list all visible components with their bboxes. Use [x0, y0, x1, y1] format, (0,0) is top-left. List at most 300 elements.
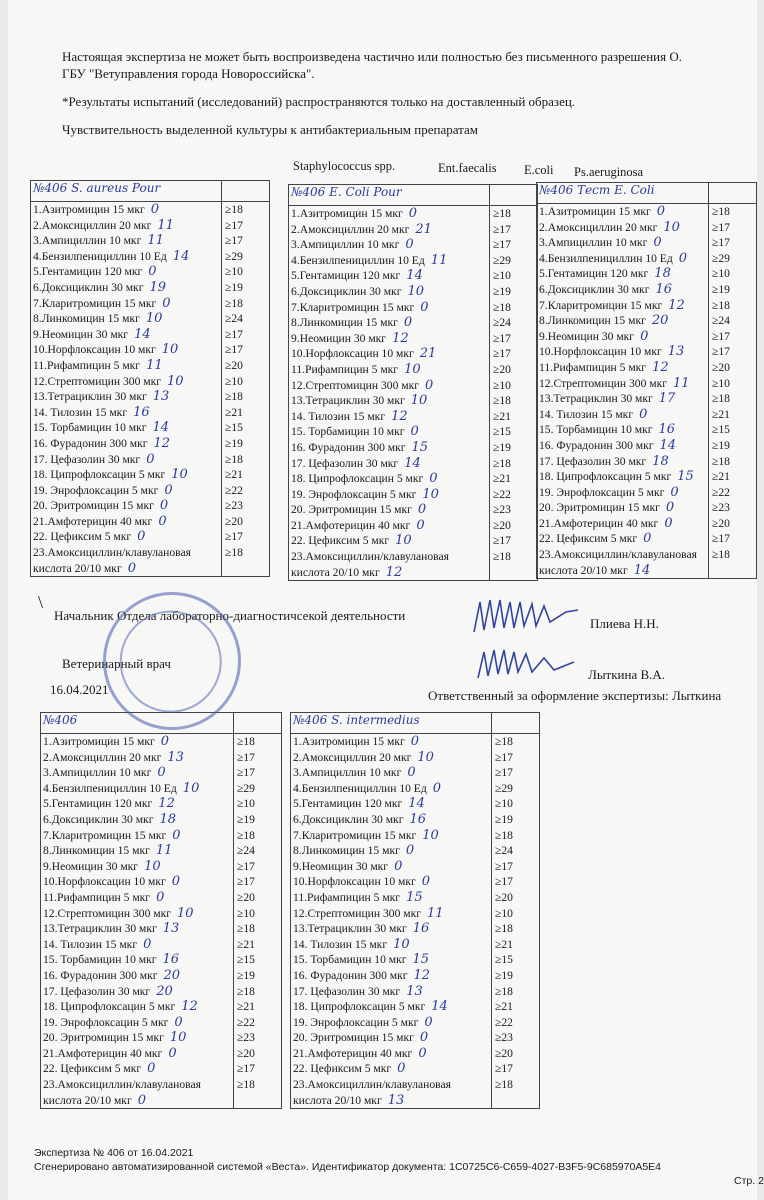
norm-value: ≥18	[237, 922, 255, 936]
drug-name: 21.Амфотерицин 40 мкг	[291, 518, 411, 532]
norm-column	[490, 206, 538, 581]
inhibition-zone-value: 0	[137, 1092, 146, 1108]
inhibition-zone-value: 0	[421, 874, 431, 890]
norm-value: ≥17	[712, 532, 730, 546]
responsible-line: Ответственный за оформление экспертизы: Лыткина	[428, 688, 722, 703]
drug-name: 18. Ципрофлоксацин 5 мкг	[43, 1000, 176, 1014]
norm-value: ≥29	[225, 249, 243, 263]
drug-name: 18. Ципрофлоксацин 5 мкг	[33, 468, 166, 482]
inhibition-zone-value: 0	[419, 1030, 429, 1046]
drug-name: 3.Ампициллин 10 мкг	[33, 234, 142, 248]
culture-header-staphylococcus: Staphylococcus spp.	[293, 159, 396, 173]
copyright-notice: Настоящая экспертиза не может быть воспроизведена частично или полностью без письменного разрешения О.	[62, 49, 682, 64]
drug-line	[43, 1046, 233, 1062]
drug-name: 3.Ампициллин 10 мкг	[43, 766, 152, 780]
drug-line	[43, 750, 233, 766]
norm-value: ≥20	[237, 890, 255, 904]
inhibition-zone-value: 16	[133, 404, 150, 420]
inhibition-zone-value: 0	[143, 936, 152, 952]
norm-value: ≥20	[712, 516, 730, 530]
inhibition-zone-value: 10	[169, 1030, 187, 1046]
norm-value: ≥23	[237, 1031, 255, 1045]
head-signature	[470, 592, 582, 640]
drug-line	[43, 1030, 233, 1046]
inhibition-zone-value: 11	[430, 252, 448, 268]
inhibition-zone-value: 12	[158, 796, 175, 812]
inhibition-zone-value: 0	[174, 1014, 183, 1030]
drug-name: 5.Гентамицин 120 мкг	[293, 797, 403, 811]
inhibition-zone-value: 16	[412, 921, 430, 937]
drug-line	[43, 890, 233, 906]
inhibition-zone-value: 11	[672, 375, 690, 391]
inhibition-zone-value: 0	[656, 204, 665, 219]
inhibition-zone-value: 13	[162, 921, 180, 937]
drug-line	[43, 1015, 233, 1031]
drug-line	[293, 937, 491, 953]
drug-line	[539, 313, 708, 329]
vet-title: Ветеринарный врач	[62, 656, 171, 671]
inhibition-zone-value: 18	[654, 266, 671, 282]
norm-value: ≥21	[493, 472, 511, 486]
drug-line	[293, 734, 491, 750]
inhibition-zone-value: 14	[404, 455, 421, 471]
inhibition-zone-value: 12	[391, 408, 408, 424]
inhibition-zone-value: 0	[429, 471, 438, 487]
drug-name: 20. Эритромицин 15 мкг	[291, 503, 412, 517]
drug-line	[33, 420, 221, 436]
drug-line	[33, 545, 221, 576]
norm-column	[222, 202, 270, 577]
norm-value: ≥18	[495, 922, 513, 936]
norm-value: ≥23	[712, 501, 730, 515]
table-row	[41, 734, 282, 1109]
drug-line	[291, 346, 489, 362]
norm-value: ≥18	[495, 828, 513, 842]
norm-value: ≥19	[712, 438, 730, 452]
drug-name: 10.Норфлоксацин 10 мкг	[43, 875, 166, 889]
inhibition-zone-value: 0	[670, 484, 679, 500]
norm-value: ≥17	[712, 329, 730, 343]
norm-value: ≥10	[225, 265, 243, 279]
inhibition-zone-value: 0	[156, 889, 165, 905]
norm-value: ≥17	[237, 875, 255, 889]
sample-label: №406 S. aureus Pour	[31, 181, 222, 202]
table-row	[291, 734, 540, 1109]
inhibition-zone-value: 0	[678, 250, 688, 266]
drug-name: 1.Азитромицин 15 мкг	[43, 735, 155, 748]
drug-name: 21.Амфотерицин 40 мкг	[293, 1046, 413, 1060]
inhibition-zone-value: 0	[150, 202, 159, 217]
norm-value: ≥17	[225, 218, 243, 232]
drug-name: 5.Гентамицин 120 мкг	[43, 797, 153, 811]
drug-line	[291, 549, 489, 580]
norm-value: ≥29	[493, 253, 511, 267]
drug-line	[291, 533, 489, 549]
inhibition-zone-value: 17	[658, 391, 676, 407]
drug-name: 10.Норфлоксацин 10 мкг	[291, 347, 414, 361]
drug-name: 7.Кларитромицин 15 мкг	[43, 828, 167, 842]
inhibition-zone-value: 16	[658, 422, 676, 438]
drug-name: 2.Амоксициллин 20 мкг	[33, 218, 152, 232]
norm-value: ≥22	[495, 1015, 513, 1029]
norm-value: ≥18	[237, 735, 255, 748]
susceptibility-table-2	[288, 184, 538, 581]
norm-header	[709, 183, 757, 204]
inhibition-zone-value: 0	[168, 1045, 177, 1061]
drug-name: 13.Тетрациклин 30 мкг	[33, 390, 147, 404]
norm-value: ≥17	[493, 331, 511, 345]
inhibition-zone-value: 11	[155, 843, 173, 859]
norm-value: ≥17	[495, 875, 513, 889]
norm-value: ≥15	[493, 425, 511, 439]
drug-name: 9.Неомицин 30 мкг	[43, 859, 139, 873]
inhibition-zone-value: 0	[127, 560, 136, 576]
drug-name: 20. Эритромицин 15 мкг	[43, 1031, 164, 1045]
drug-name: 23.Амоксициллин/клавулановая кислота 20/10 мкг	[33, 546, 191, 575]
results-note: *Результаты испытаний (исследований) распространяются только на доставленный образец.	[62, 94, 576, 109]
norm-value: ≥20	[495, 1046, 513, 1060]
inhibition-zone-value: 0	[643, 531, 652, 547]
inhibition-zone-value: 10	[417, 749, 434, 765]
norm-value: ≥20	[493, 362, 511, 376]
norm-value: ≥18	[225, 203, 243, 216]
drug-name: 14. Тилозин 15 мкг	[291, 409, 386, 423]
inhibition-zone-value: 13	[387, 1092, 405, 1108]
drug-name: 4.Бензилпенициллин 10 Ед	[291, 253, 425, 267]
drug-name: 8.Линкомицин 15 мкг	[293, 844, 400, 858]
inhibition-zone-value: 10	[407, 283, 424, 299]
norm-value: ≥21	[225, 468, 243, 482]
drug-name: 14. Тилозин 15 мкг	[33, 405, 128, 419]
inhibition-zone-value: 10	[393, 936, 410, 952]
norm-value: ≥19	[495, 968, 513, 982]
drug-name: 16. Фурадонин 300 мкг	[539, 438, 654, 452]
drug-line	[43, 874, 233, 890]
inhibition-zone-value: 10	[176, 905, 194, 921]
inhibition-zone-value: 15	[412, 952, 430, 968]
sample-label: №406 S. intermedius	[291, 713, 492, 734]
drug-line	[33, 452, 221, 468]
drug-line	[291, 315, 489, 331]
norm-value: ≥18	[225, 390, 243, 404]
drug-name: 15. Торбамицин 10 мкг	[539, 423, 653, 437]
drug-line	[33, 467, 221, 483]
inhibition-zone-value: 16	[162, 952, 180, 968]
drug-name: 11.Рифампицин 5 мкг	[539, 360, 647, 374]
drug-name: 18. Ципрофлоксацин 5 мкг	[291, 472, 424, 486]
drug-line	[539, 547, 708, 578]
drug-line	[291, 284, 489, 300]
drug-line	[43, 999, 233, 1015]
inhibition-zone-value: 0	[408, 206, 417, 221]
drug-line	[293, 781, 491, 797]
drug-line	[539, 251, 708, 267]
drug-name: 10.Норфлоксацин 10 мкг	[539, 345, 662, 359]
drug-name: 19. Энрофлоксацин 5 мкг	[291, 487, 417, 501]
inhibition-zone-value: 0	[394, 858, 403, 874]
norm-value: ≥29	[237, 781, 255, 795]
drug-name: 22. Цефиксим 5 мкг	[539, 532, 638, 546]
drug-line	[539, 516, 708, 532]
inhibition-zone-value: 12	[385, 564, 403, 580]
inhibition-zone-value: 10	[182, 780, 200, 796]
drug-column	[291, 734, 492, 1109]
norm-value: ≥21	[225, 405, 243, 419]
norm-value: ≥10	[493, 378, 511, 392]
drug-line	[539, 438, 708, 454]
drug-line	[43, 765, 233, 781]
inhibition-zone-value: 12	[153, 435, 171, 451]
norm-value: ≥17	[493, 347, 511, 361]
norm-value: ≥20	[225, 358, 243, 372]
norm-value: ≥18	[493, 550, 511, 564]
drug-line	[291, 268, 489, 284]
norm-value: ≥24	[493, 316, 511, 330]
drug-name: 11.Рифампицин 5 мкг	[291, 362, 399, 376]
drug-name: 10.Норфлоксацин 10 мкг	[293, 875, 416, 889]
drug-line	[33, 358, 221, 374]
drug-line	[539, 531, 708, 547]
inhibition-zone-value: 0	[418, 1045, 427, 1061]
inhibition-zone-value: 0	[417, 502, 427, 518]
norm-value: ≥24	[712, 314, 730, 328]
inhibition-zone-value: 0	[410, 734, 419, 749]
norm-value: ≥10	[495, 797, 513, 811]
drug-name: 6.Доксициклин 30 мкг	[33, 280, 144, 294]
inhibition-zone-value: 13	[152, 389, 170, 405]
inhibition-zone-value: 14	[659, 437, 677, 453]
drug-line	[33, 342, 221, 358]
drug-line	[293, 999, 491, 1015]
inhibition-zone-value: 10	[144, 858, 161, 874]
drug-line	[33, 218, 221, 234]
drug-line	[293, 921, 491, 937]
norm-value: ≥21	[495, 937, 513, 951]
drug-line	[293, 750, 491, 766]
drug-name: 9.Неомицин 30 мкг	[33, 327, 129, 341]
norm-value: ≥18	[712, 298, 730, 312]
drug-name: 1.Азитромицин 15 мкг	[293, 735, 405, 748]
inhibition-zone-value: 0	[405, 843, 415, 859]
drug-line	[293, 968, 491, 984]
drug-name: 14. Тилозин 15 мкг	[293, 937, 388, 951]
drug-line	[291, 253, 489, 269]
inhibition-zone-value: 12	[392, 330, 409, 346]
norm-header	[492, 713, 540, 734]
drug-name: 19. Энрофлоксацин 5 мкг	[539, 485, 665, 499]
inhibition-zone-value: 0	[424, 377, 434, 393]
inhibition-zone-value: 14	[633, 562, 651, 578]
norm-value: ≥22	[237, 1015, 255, 1029]
drug-line	[33, 327, 221, 343]
drug-name: 18. Ципрофлоксацин 5 мкг	[539, 470, 672, 484]
drug-line	[539, 376, 708, 392]
vet-name: Лыткина В.А.	[588, 667, 666, 682]
drug-name: 17. Цефазолин 30 мкг	[43, 984, 151, 998]
norm-value: ≥17	[225, 530, 243, 544]
drug-name: 17. Цефазолин 30 мкг	[293, 984, 401, 998]
norm-value: ≥10	[237, 797, 255, 811]
inhibition-zone-value: 0	[171, 874, 181, 890]
drug-line	[33, 498, 221, 514]
norm-value: ≥17	[237, 859, 255, 873]
drug-line	[291, 237, 489, 253]
norm-value: ≥21	[495, 1000, 513, 1014]
drug-name: 11.Рифампицин 5 мкг	[33, 358, 141, 372]
drug-line	[43, 843, 233, 859]
drug-name: 17. Цефазолин 30 мкг	[291, 456, 399, 470]
drug-line	[539, 204, 708, 220]
drug-line	[293, 1077, 491, 1108]
inhibition-zone-value: 0	[420, 299, 429, 315]
drug-name: 5.Гентамицин 120 мкг	[539, 267, 649, 281]
drug-name: 2.Амоксициллин 20 мкг	[293, 750, 412, 764]
drug-line	[539, 360, 708, 376]
norm-value: ≥24	[225, 312, 243, 326]
inhibition-zone-value: 18	[652, 453, 669, 469]
inhibition-zone-value: 0	[172, 827, 181, 843]
drug-name: 12.Стрептомицин 300 мкг	[293, 906, 421, 920]
norm-value: ≥19	[493, 440, 511, 454]
table-header-row	[289, 185, 538, 206]
drug-line	[293, 874, 491, 890]
drug-line	[43, 921, 233, 937]
drug-line	[539, 266, 708, 282]
drug-line	[293, 952, 491, 968]
inhibition-zone-value: 14	[172, 248, 190, 264]
drug-name: 13.Тетрациклин 30 мкг	[539, 392, 653, 406]
inhibition-zone-value: 11	[426, 905, 444, 921]
drug-name: 1.Азитромицин 15 мкг	[539, 205, 651, 218]
page-number: Стр. 2	[734, 1175, 764, 1187]
drug-line	[291, 362, 489, 378]
drug-line	[33, 483, 221, 499]
drug-line	[33, 311, 221, 327]
drug-name: 6.Доксициклин 30 мкг	[539, 282, 650, 296]
norm-value: ≥23	[493, 503, 511, 517]
drug-line	[33, 249, 221, 265]
drug-name: 20. Эритромицин 15 мкг	[33, 499, 154, 513]
drug-name: 9.Неомицин 30 мкг	[539, 329, 635, 343]
drug-name: 12.Стрептомицин 300 мкг	[291, 378, 419, 392]
norm-value: ≥18	[493, 456, 511, 470]
drug-line	[293, 1030, 491, 1046]
drug-line	[539, 469, 708, 485]
drug-line	[291, 518, 489, 534]
inhibition-zone-value: 11	[146, 357, 163, 373]
drug-line	[291, 440, 489, 456]
drug-name: 19. Энрофлоксацин 5 мкг	[293, 1015, 419, 1029]
drug-name: 18. Ципрофлоксацин 5 мкг	[293, 1000, 426, 1014]
drug-name: 21.Амфотерицин 40 мкг	[33, 514, 153, 528]
norm-value: ≥21	[237, 937, 255, 951]
inhibition-zone-value: 14	[406, 268, 423, 284]
drug-name: 16. Фурадонин 300 мкг	[33, 436, 148, 450]
drug-column	[31, 202, 222, 577]
norm-value: ≥22	[712, 485, 730, 499]
drug-name: 13.Тетрациклин 30 мкг	[293, 922, 407, 936]
norm-value: ≥17	[712, 220, 730, 234]
drug-name: 19. Энрофлоксацин 5 мкг	[33, 483, 159, 497]
drug-name: 15. Торбамицин 10 мкг	[43, 953, 157, 967]
drug-line	[293, 1015, 491, 1031]
drug-line	[291, 393, 489, 409]
inhibition-zone-value: 12	[413, 967, 431, 983]
drug-name: 9.Неомицин 30 мкг	[291, 331, 387, 345]
table-header-row	[31, 181, 270, 202]
drug-name: 22. Цефиксим 5 мкг	[33, 530, 132, 544]
inhibition-zone-value: 12	[652, 359, 669, 375]
norm-value: ≥24	[495, 844, 513, 858]
drug-name: 8.Линкомицин 15 мкг	[291, 316, 398, 330]
norm-value: ≥17	[495, 750, 513, 764]
drug-name: 13.Тетрациклин 30 мкг	[43, 922, 157, 936]
drug-name: 7.Кларитромицин 15 мкг	[293, 828, 417, 842]
drug-name: 22. Цефиксим 5 мкг	[293, 1062, 392, 1076]
inhibition-zone-value: 12	[181, 999, 198, 1015]
norm-value: ≥15	[225, 421, 243, 435]
norm-value: ≥17	[493, 534, 511, 548]
drug-line	[539, 220, 708, 236]
drug-line	[33, 514, 221, 530]
culture-header-pseudomonas: Ps.aeruginosa	[574, 165, 644, 179]
drug-line	[43, 937, 233, 953]
drug-name: 17. Цефазолин 30 мкг	[539, 454, 647, 468]
drug-name: 4.Бензилпенициллин 10 Ед	[539, 251, 673, 265]
norm-value: ≥18	[712, 205, 730, 218]
norm-value: ≥18	[712, 454, 730, 468]
inhibition-zone-value: 0	[164, 482, 173, 498]
drug-name: 7.Кларитромицин 15 мкг	[291, 300, 415, 314]
drug-line	[539, 422, 708, 438]
norm-header	[490, 185, 538, 206]
inhibition-zone-value: 14	[134, 326, 151, 342]
norm-value: ≥17	[493, 238, 511, 252]
drug-name: 16. Фурадонин 300 мкг	[291, 440, 406, 454]
drug-name: 20. Эритромицин 15 мкг	[539, 501, 660, 515]
drug-line	[293, 859, 491, 875]
head-name: Плиева Н.Н.	[590, 616, 659, 631]
drug-line	[293, 796, 491, 812]
drug-line	[291, 487, 489, 503]
norm-value: ≥17	[712, 345, 730, 359]
drug-line	[43, 828, 233, 844]
drug-name: 6.Доксициклин 30 мкг	[43, 812, 154, 826]
norm-value: ≥19	[493, 284, 511, 298]
drug-line	[293, 890, 491, 906]
norm-value: ≥17	[712, 236, 730, 250]
sample-label: №406	[41, 713, 234, 734]
drug-line	[33, 529, 221, 545]
norm-value: ≥21	[237, 1000, 255, 1014]
norm-value: ≥19	[712, 282, 730, 296]
drug-name: 12.Стрептомицин 300 мкг	[539, 376, 667, 390]
drug-line	[539, 344, 708, 360]
drug-line	[43, 859, 233, 875]
drug-line	[539, 329, 708, 345]
norm-value: ≥18	[712, 548, 730, 562]
norm-value: ≥18	[493, 394, 511, 408]
drug-line	[291, 378, 489, 394]
drug-line	[43, 1061, 233, 1077]
inhibition-zone-value: 0	[137, 529, 146, 545]
drug-name: 5.Гентамицин 120 мкг	[291, 269, 401, 283]
drug-line	[291, 222, 489, 238]
drug-name: 16. Фурадонин 300 мкг	[293, 968, 408, 982]
inhibition-zone-value: 0	[157, 765, 166, 781]
drug-name: 3.Ампициллин 10 мкг	[293, 766, 402, 780]
inhibition-zone-value: 10	[145, 311, 163, 327]
